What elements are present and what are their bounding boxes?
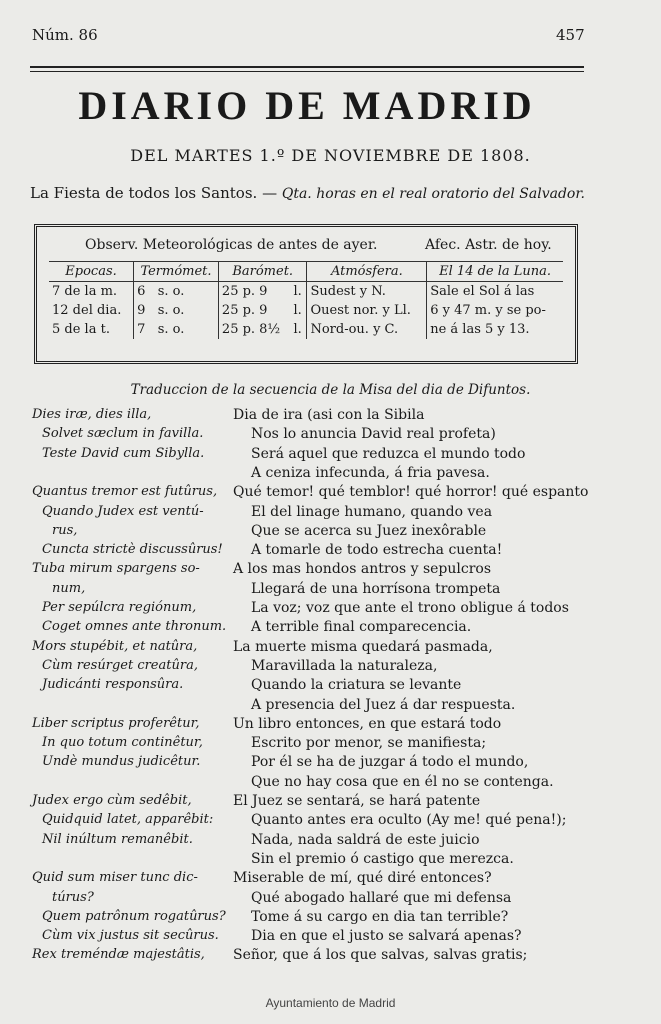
spanish-verse-line: Nada, nada saldrá de este juicio xyxy=(251,831,480,848)
cell-epoca: 5 de la t. xyxy=(52,322,110,337)
meteo-row xyxy=(49,282,563,302)
meteo-left-title: Observ. Meteorológicas de antes de ayer. xyxy=(85,237,378,253)
spanish-verse-line: Por él se ha de juzgar á todo el mundo, xyxy=(251,754,529,771)
spanish-verse-line: A los mas hondos antros y sepulcros xyxy=(233,561,492,578)
latin-verse-line: Quid sum miser tunc dic- xyxy=(32,870,198,886)
col-barometro: Barómet. xyxy=(218,262,307,282)
latin-verse-line: Tuba mirum spargens so- xyxy=(32,561,200,577)
latin-verse-line: Judicánti responsûra. xyxy=(42,677,184,693)
spanish-verse-line: Tome á su cargo en dia tan terrible? xyxy=(251,908,509,925)
latin-verse-line: Rex treméndæ majestâtis, xyxy=(32,947,205,963)
cell-luna: ne á las 5 y 13. xyxy=(427,320,563,339)
spanish-verse-line: Un libro entonces, en que estará todo xyxy=(233,715,502,732)
spanish-verse-line: A presencia del Juez á dar respuesta. xyxy=(251,696,516,713)
latin-verse-line: rus, xyxy=(52,522,78,538)
spanish-verse-line: A tomarle de todo estrecha cuenta! xyxy=(251,542,503,559)
spanish-verse-line: Será aquel que reduzca el mundo todo xyxy=(251,445,526,462)
top-rule-thin xyxy=(30,71,584,72)
cell-atmosfera: Ouest nor. y Ll. xyxy=(307,301,427,320)
cell-lineas: l. xyxy=(293,284,302,299)
meteo-table xyxy=(49,261,563,339)
traduccion-title: Traduccion de la secuencia de la Misa del dia de Difuntos. xyxy=(130,382,531,398)
latin-verse-line: Liber scriptus proferêtur, xyxy=(32,715,200,731)
latin-verse-line: túrus? xyxy=(52,889,94,905)
page-number: 457 xyxy=(556,26,585,44)
cell-termometro: 6 s. o. xyxy=(134,282,219,302)
spanish-verse-line: A terrible final comparecencia. xyxy=(251,619,472,636)
col-atmosfera: Atmósfera. xyxy=(307,262,427,282)
issue-date: DEL MARTES 1.º DE NOVIEMBRE DE 1808. xyxy=(130,146,531,165)
latin-verse-line: Nil inúltum remanêbit. xyxy=(42,831,193,847)
latin-verse-line: Solvet sæclum in favilla. xyxy=(42,426,204,442)
spanish-verse-line: Dia de ira (asi con la Sibila xyxy=(233,407,425,423)
fiesta-note: Qta. horas en el real oratorio del Salvador. xyxy=(281,186,585,202)
fiesta-text: La Fiesta de todos los Santos. xyxy=(30,184,258,202)
latin-verse-line: Mors stupébit, et natûra, xyxy=(32,638,198,654)
issue-number: Núm. 86 xyxy=(32,26,98,44)
spanish-verse-line: A ceniza infecunda, á fria pavesa. xyxy=(251,464,490,481)
spanish-verse-line: Señor, que á los que salvas, salvas gratis; xyxy=(233,947,528,964)
spanish-verse-line: Qué abogado hallaré que mi defensa xyxy=(251,889,512,906)
latin-verse-line: Coget omnes ante thronum. xyxy=(42,619,227,635)
spanish-verse-line: Escrito por menor, se manifiesta; xyxy=(251,735,487,752)
masthead-title: DIARIO DE MADRID xyxy=(78,83,536,128)
meteorological-box xyxy=(34,224,578,364)
latin-verse-line: Quidquid latet, apparêbit: xyxy=(42,812,214,828)
latin-verse-line: Judex ergo cùm sedêbit, xyxy=(32,793,192,808)
latin-verse-line: Cùm vix justus sit secûrus. xyxy=(42,928,219,944)
latin-verse-line: num, xyxy=(52,580,86,596)
cell-termometro: 9 s. o. xyxy=(134,301,219,320)
latin-verse-line: Undè mundus judicêtur. xyxy=(42,754,201,770)
cell-lineas: l. xyxy=(293,322,302,337)
spanish-verse-line: Miserable de mí, qué diré entonces? xyxy=(233,870,492,887)
latin-verse-line: Cùm resúrget creatûra, xyxy=(42,657,198,673)
cell-barometro: 25 p. 9 xyxy=(218,301,290,320)
latin-verse-line: In quo totum continêtur, xyxy=(42,735,203,751)
cell-termometro: 7 s. o. xyxy=(134,320,219,339)
spanish-verse-line: Quanto antes era oculto (Ay me! qué pena!); xyxy=(251,812,567,829)
spanish-verse-line: El del linage humano, quando vea xyxy=(251,503,493,520)
spanish-verse-line: Quando la criatura se levante xyxy=(251,677,462,694)
col-luna: El 14 de la Luna. xyxy=(427,262,563,282)
cell-barometro: 25 p. 8½ xyxy=(218,320,290,339)
cell-lineas: l. xyxy=(293,303,302,318)
meteo-row xyxy=(49,301,563,320)
meteo-row xyxy=(49,320,563,339)
spanish-verse-line: Llegará de una horrísona trompeta xyxy=(251,580,501,597)
cell-epoca: 12 del dia. xyxy=(52,303,122,318)
spanish-verse-line: Que no hay cosa que en él no se contenga. xyxy=(251,773,554,790)
cell-luna: Sale el Sol á las xyxy=(427,282,563,302)
fiesta-line: La Fiesta de todos los Santos. — Qta. horas en el real oratorio del Salvador. xyxy=(30,184,585,202)
latin-verse-line: Quando Judex est ventú- xyxy=(42,503,204,519)
cell-epoca: 7 de la m. xyxy=(52,284,118,299)
col-termometro: Termómet. xyxy=(134,262,219,282)
meteo-right-title: Afec. Astr. de hoy. xyxy=(425,237,552,253)
spanish-verse-line: Que se acerca su Juez inexôrable xyxy=(251,522,487,539)
cell-atmosfera: Nord-ou. y C. xyxy=(307,320,427,339)
latin-verse-line: Cuncta strictè discussûrus! xyxy=(42,542,223,558)
spanish-verse-line: Nos lo anuncia David real profeta) xyxy=(251,426,496,443)
cell-atmosfera: Sudest y N. xyxy=(307,282,427,302)
spanish-verse-line: Qué temor! qué temblor! qué horror! qué espanto xyxy=(233,484,589,501)
spanish-verse-line: Maravillada la naturaleza, xyxy=(251,657,438,674)
spanish-verse-line: Sin el premio ó castigo que merezca. xyxy=(251,850,514,867)
spanish-verse-line: La muerte misma quedará pasmada, xyxy=(233,638,493,655)
footer-credit: Ayuntamiento de Madrid xyxy=(265,996,396,1010)
top-rule xyxy=(30,66,584,68)
spanish-verse-line: El Juez se sentará, se hará patente xyxy=(233,793,481,809)
latin-verse-line: Dies iræ, dies illa, xyxy=(32,407,152,422)
latin-verse-line: Quem patrônum rogatûrus? xyxy=(42,908,226,924)
latin-verse-line: Per sepúlcra regiónum, xyxy=(42,600,197,615)
spanish-verse-line: Dia en que el justo se salvará apenas? xyxy=(251,928,522,945)
latin-verse-line: Quantus tremor est futûrus, xyxy=(32,484,218,500)
cell-barometro: 25 p. 9 xyxy=(218,282,290,302)
spanish-verse-line: La voz; voz que ante el trono obligue á todos xyxy=(251,600,569,616)
col-epocas: Epocas. xyxy=(49,262,134,282)
latin-verse-line: Teste David cum Sibylla. xyxy=(42,445,205,461)
cell-luna: 6 y 47 m. y se po- xyxy=(427,301,563,320)
